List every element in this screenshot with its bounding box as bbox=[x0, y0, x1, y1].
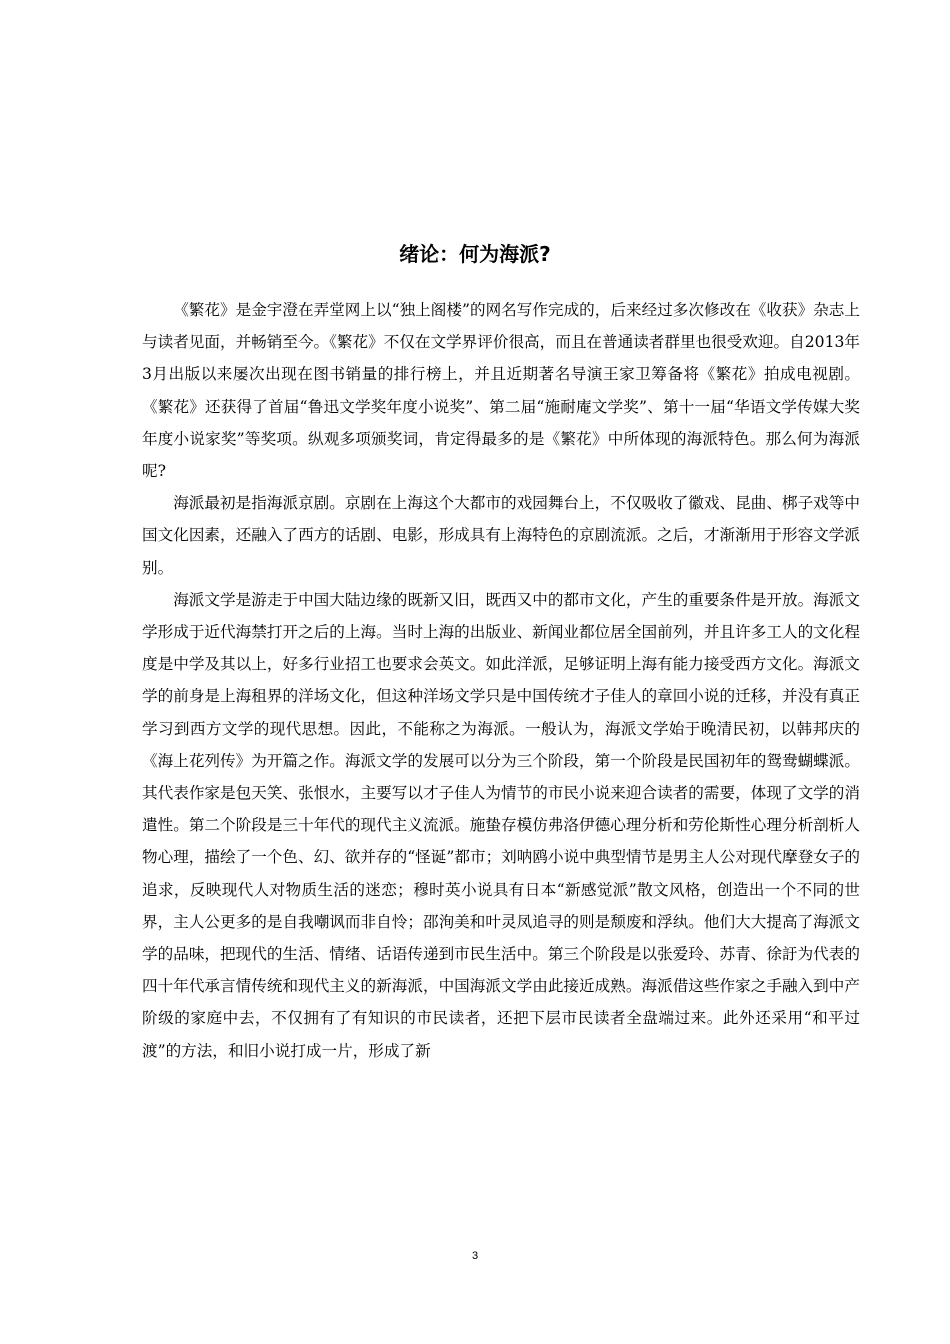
paragraph-2: 海派最初是指海派京剧。京剧在上海这个大都市的戏园舞台上，不仅吸收了徽戏、昆曲、梆子戏等中国文化因素，还融入了西方的话剧、电影，形成具有上海特色的京剧流派。之后，才渐渐用于形容文学派别。 bbox=[142, 494, 860, 577]
paragraph-1: 《繁花》是金宇澄在弄堂网上以“独上阁楼”的网名写作完成的，后来经过多次修改在《收获》杂志上与读者见面，并畅销至今。《繁花》不仅在文学界评价很高，而且在普通读者群里也很受欢迎。自2013年3月出版以来屡次出现在图书销量的排行榜上，并且近期著名导演王家卫筹备将《繁花》拍成电视剧。《繁花》还获得了首届“鲁迅文学奖年度小说奖”、第二届“施耐庵文学奖”、第十一届“华语文学传媒大奖年度小说家奖”等奖项。纵观多项颁奖词，肯定得最多的是《繁花》中所体现的海派特色。那么何为海派呢? bbox=[142, 301, 861, 481]
page-number: 3 bbox=[471, 1250, 479, 1262]
body-text bbox=[142, 294, 860, 1067]
paragraph-3: 海派文学是游走于中国大陆边缘的既新又旧，既西又中的都市文化，产生的重要条件是开放。海派文学形成于近代海禁打开之后的上海。当时上海的出版业、新闻业都位居全国前列，并且许多工人的文化程度是中学及其以上，好多行业招工也要求会英文。如此洋派，足够证明上海有能力接受西方文化。海派文学的前身是上海租界的洋场文化，但这种洋场文学只是中国传统才子佳人的章回小说的迁移，并没有真正学习到西方文学的现代思想。因此，不能称之为海派。一般认为，海派文学始于晚清民初，以韩邦庆的《海上花列传》为开篇之作。海派文学的发展可以分为三个阶段，第一个阶段是民国初年的鸳鸯蝴蝶派。其代表作家是包天笑、张恨水，主要写以才子佳人为情节的市民小说来迎合读者的需要，体现了文学的消遣性。第二个阶段是三十年代的现代主义流派。施蛰存模仿弗洛伊德心理分析和劳伦斯性心理分析剖析人物心理，描绘了一个色、幻、欲并存的“怪诞”都市；刘呐鸥小说中典型情节是男主人公对现代摩登女子的追求，反映现代人对物质生活的迷恋；穆时英小说具有日本“新感觉派”散文风格，创造出一个不同的世界，主人公更多的是自我嘲讽而非自怜；邵洵美和叶灵凤追寻的则是颓废和浮纨。他们大大提高了海派文学的品味，把现代的生活、情绪、话语传递到市民生活中。第三个阶段是以张爱玲、苏青、徐訏为代表的四十年代承言情传统和现代主义的新海派，中国海派文学由此接近成熟。海派借这些作家之手融入到中产阶级的家庭中去，不仅拥有了有知识的市民读者，还把下层市民读者全盘端过来。此外还采用“和平过渡”的方法，和旧小说打成一片，形成了新 bbox=[142, 590, 860, 1060]
chapter-title: 绪论：何为海派? bbox=[399, 242, 551, 266]
